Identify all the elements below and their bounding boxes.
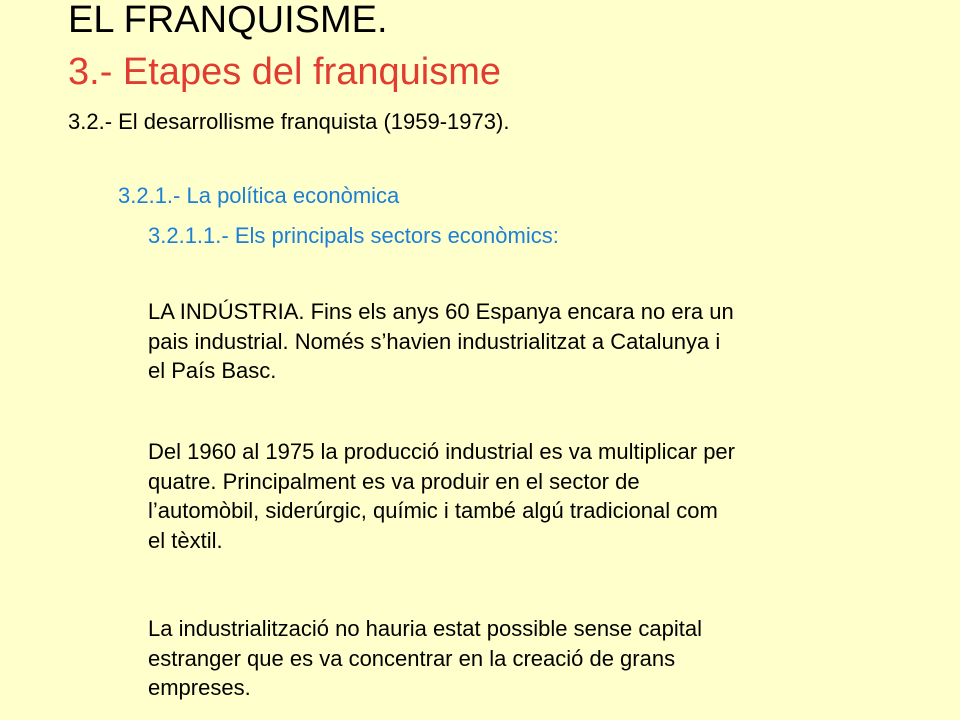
- slide-subtitle: 3.- Etapes del franquisme: [68, 51, 502, 93]
- section-heading: 3.2.- El desarrollisme franquista (1959-1973).: [68, 109, 510, 134]
- paragraph-line: empreses.: [148, 675, 251, 700]
- paragraph-line: LA INDÚSTRIA. Fins els anys 60 Espanya encara no era un: [148, 299, 734, 324]
- paragraph-line: l’automòbil, siderúrgic, químic i també algú tradicional com: [148, 498, 718, 523]
- paragraph-line: La industrialització no hauria estat possible sense capital: [148, 616, 702, 641]
- subsection-heading: 3.2.1.- La política econòmica: [118, 183, 400, 208]
- paragraph-line: el País Basc.: [148, 358, 277, 383]
- paragraph-line: el tèxtil.: [148, 527, 223, 553]
- paragraph-industry: [148, 297, 888, 386]
- paragraph-capital: [148, 614, 888, 703]
- subsubsection-heading: 3.2.1.1.- Els principals sectors econòmics:: [148, 223, 559, 248]
- paragraph-line: Del 1960 al 1975 la producció industrial es va multiplicar per: [148, 439, 735, 464]
- paragraph-line: estranger que es va concentrar en la creació de grans: [148, 645, 676, 671]
- slide-title: EL FRANQUISME.: [68, 0, 388, 41]
- paragraph-line: pais industrial. Només s’havien industrialitzat a Catalunya i: [148, 328, 721, 354]
- paragraph-line: quatre. Principalment es va produir en el sector de: [148, 468, 640, 494]
- paragraph-production: [148, 437, 888, 555]
